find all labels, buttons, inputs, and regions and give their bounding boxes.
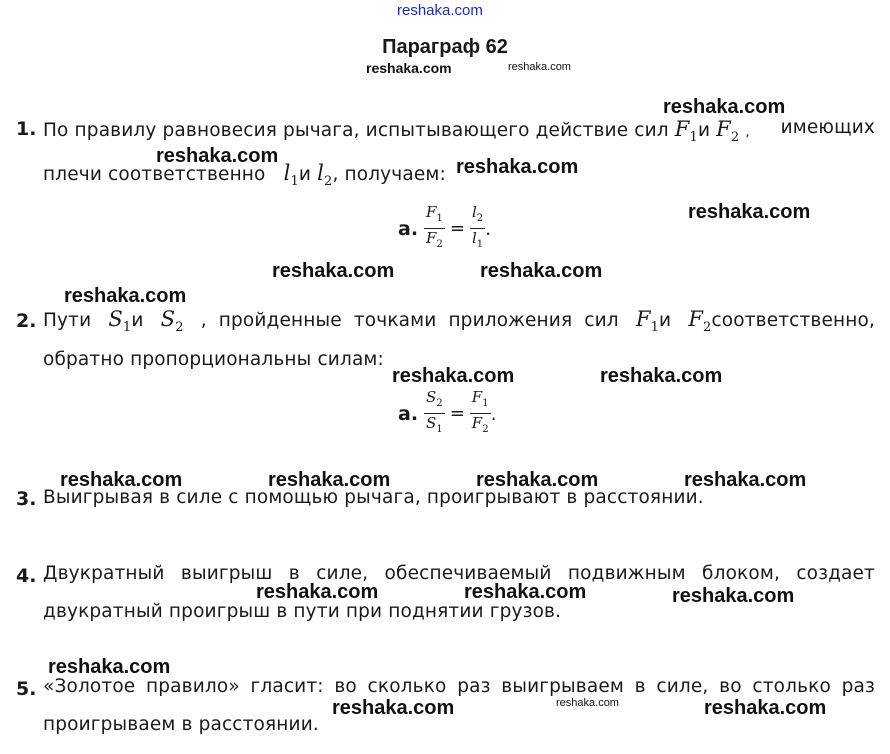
math-symbol: $F_1$	[635, 307, 660, 336]
period: .	[490, 402, 497, 425]
formula-1	[398, 203, 491, 254]
equals-sign: =	[449, 218, 465, 239]
watermark: reshaka.com	[332, 697, 455, 719]
item-text: «Золотое правило» гласит: во сколько раз выигрываем в силе, во столько раз	[43, 676, 875, 697]
item-text: и	[131, 310, 144, 331]
watermark: reshaka.com	[60, 469, 183, 491]
item-text: и	[298, 164, 312, 185]
period: .	[485, 217, 492, 240]
watermark: reshaka.com	[480, 260, 603, 282]
item-text: имеющих	[780, 117, 875, 138]
watermark: reshaka.com	[48, 656, 171, 678]
item-5-line-1	[43, 676, 875, 697]
fraction: $\frac{F_1}{F_2}$	[471, 388, 489, 435]
item-number: 1.	[16, 118, 37, 140]
item-text: обратно пропорциональны силам:	[43, 349, 384, 370]
watermark: reshaka.com	[684, 469, 807, 491]
item-4-line-1	[43, 563, 875, 584]
item-5-line-2	[43, 714, 319, 735]
item-3-line-1	[43, 487, 704, 508]
item-text: ,	[745, 125, 750, 140]
item-1-line-2	[43, 161, 446, 189]
item-2-line-1	[43, 307, 875, 335]
watermark: reshaka.com	[366, 60, 452, 76]
watermark: reshaka.com	[688, 201, 811, 223]
watermark: reshaka.com	[672, 585, 795, 607]
watermark: reshaka.com	[464, 581, 587, 603]
watermark: reshaka.com	[268, 469, 391, 491]
page-title: Параграф 62	[382, 36, 508, 58]
item-4-line-2	[43, 601, 561, 622]
fraction: $\frac{F_1}{F_2}$	[426, 203, 443, 250]
math-symbol: $F_2$	[716, 117, 740, 146]
equals-sign: =	[449, 403, 465, 424]
watermark: reshaka.com	[600, 365, 723, 387]
top-watermark-link[interactable]: reshaka.com	[397, 2, 483, 19]
item-text: и	[697, 120, 711, 141]
item-text: , получаем:	[332, 164, 446, 185]
option-label: а.	[398, 402, 419, 425]
item-text: соответственно,	[711, 310, 875, 331]
watermark: reshaka.com	[64, 285, 187, 307]
watermark: reshaka.com	[392, 365, 515, 387]
math-symbol: $S_1$	[108, 307, 132, 336]
watermark: reshaka.com	[156, 145, 279, 167]
watermark: reshaka.com	[256, 581, 379, 603]
watermark: reshaka.com	[476, 469, 599, 491]
item-number: 5.	[16, 678, 37, 700]
fraction: $\frac{l_2}{l_1}$	[471, 203, 484, 250]
fraction: $\frac{S_2}{S_1}$	[426, 388, 443, 435]
item-text: плечи соответственно	[43, 164, 266, 185]
item-text: Двукратный выигрыш в силе, обеспечиваемый подвижным блоком, создает	[43, 563, 875, 584]
item-text: двукратный проигрыш в пути при поднятии грузов.	[43, 601, 562, 622]
item-text: проигрываем в расстоянии.	[43, 714, 319, 735]
item-text: Пути	[43, 310, 92, 331]
item-number: 3.	[16, 488, 37, 510]
item-text: и	[659, 310, 672, 331]
watermark: reshaka.com	[508, 61, 571, 73]
item-number: 4.	[16, 565, 37, 587]
watermark: reshaka.com	[272, 260, 395, 282]
math-symbol: $l_1$	[283, 161, 299, 190]
watermark: reshaka.com	[704, 697, 827, 719]
item-number: 2.	[16, 310, 37, 332]
math-symbol: $F_1$	[674, 117, 698, 146]
math-symbol: $l_2$	[317, 161, 333, 190]
option-label: а.	[398, 217, 419, 240]
math-symbol: $F_2$	[688, 307, 712, 336]
item-text: Выигрывая в силе с помощью рычага, проигрывают в расстоянии.	[43, 487, 704, 508]
item-1-line-1	[43, 117, 875, 145]
item-text: , пройденные точками приложения сил	[200, 310, 619, 331]
watermark: reshaka.com	[556, 697, 619, 709]
watermark: reshaka.com	[663, 96, 786, 118]
item-text: По правилу равновесия рычага, испытывающего действие сил	[43, 120, 669, 141]
item-2-line-2	[43, 349, 384, 370]
formula-2	[398, 388, 497, 439]
math-symbol: $S_2$	[160, 307, 184, 336]
watermark: reshaka.com	[456, 156, 579, 178]
